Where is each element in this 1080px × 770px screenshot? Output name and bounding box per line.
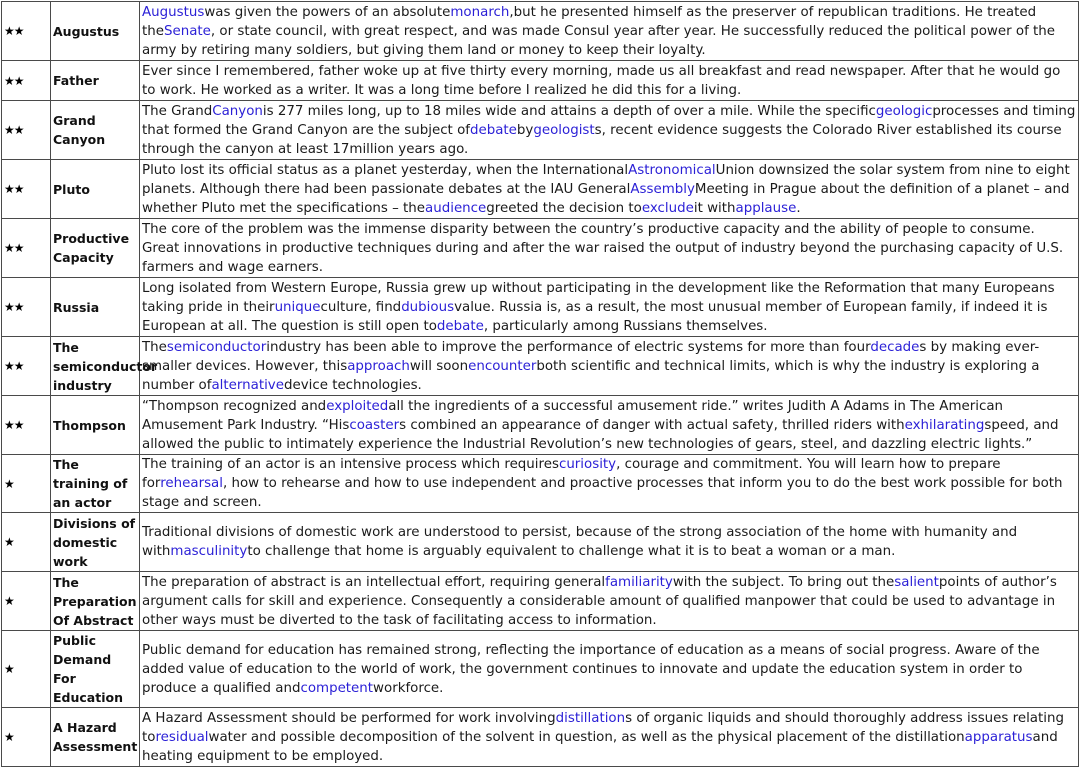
star-rating: ★★ bbox=[2, 278, 51, 337]
passage-text: Long isolated from Western Europe, Russia grew up without participating in the development like the Reformation that many Europeans taking pride in their bbox=[142, 280, 1055, 315]
topic-cell: Thompson bbox=[51, 396, 140, 455]
passage-text: Union downsized the solar system from nine to eight planets. Although there had been passionate debates at the IAU General bbox=[142, 162, 1070, 197]
passage-text: to challenge that home is arguably equivalent to challenge what it is to beat a woman or a man. bbox=[247, 544, 896, 559]
topic-cell: Russia bbox=[51, 278, 140, 337]
topic-cell: Pluto bbox=[51, 160, 140, 219]
star-rating: ★★ bbox=[2, 337, 51, 396]
passage-text: s, recent evidence suggests the Colorado River established its course through the canyon at least 17million years ago. bbox=[142, 122, 1062, 157]
passage-cell bbox=[140, 2, 1079, 61]
vocab-word-link[interactable]: distillation bbox=[555, 710, 626, 726]
passage-text: Public demand for education has remained strong, reflecting the importance of education as a means of social progress. Aware of the added value of education to the world of work, the government continues to innovate and update the education system in order to produce a qualified and bbox=[142, 642, 1040, 696]
vocab-word-link[interactable]: approach bbox=[347, 358, 410, 374]
passage-cell bbox=[140, 61, 1079, 101]
vocab-word-link[interactable]: encounter bbox=[468, 358, 537, 374]
topic-cell: The Preparation Of Abstract bbox=[51, 572, 140, 631]
topic-cell: Divisions of domestic work bbox=[51, 513, 140, 572]
vocab-word-link[interactable]: residual bbox=[155, 729, 209, 745]
passage-text: A Hazard Assessment should be performed for work involving bbox=[142, 710, 556, 726]
passage-text: workforce. bbox=[373, 680, 444, 696]
passage-text: , or state council, with great respect, and was made Consul year after year. He successfully reduced the political power of the army by retiring many soldiers, but giving them land or money to keep their loyalty. bbox=[142, 23, 1056, 58]
passage-cell bbox=[140, 278, 1079, 337]
vocab-word-link[interactable]: coaster bbox=[349, 417, 400, 433]
vocab-word-link[interactable]: familiarity bbox=[605, 574, 673, 590]
passage-text: , how to rehearse and how to use independent and proactive processes that inform you to do the best work possible for both stage and screen. bbox=[142, 476, 1063, 510]
passage-cell bbox=[140, 219, 1079, 278]
topic-cell: Grand Canyon bbox=[51, 101, 140, 160]
passage-text: and heating equipment to be employed. bbox=[142, 729, 1058, 764]
star-rating: ★ bbox=[2, 455, 51, 513]
passage-text: will soon bbox=[409, 358, 469, 374]
passage-text: , courage and commitment. You will learn how to prepare for bbox=[142, 457, 1001, 491]
table-row bbox=[2, 455, 1079, 513]
passage-text: was given the powers of an absolute bbox=[204, 4, 451, 20]
star-rating: ★★ bbox=[2, 219, 51, 278]
table-row bbox=[2, 278, 1079, 337]
star-rating: ★★ bbox=[2, 61, 51, 101]
passage-text: value. Russia is, as a result, the most unusual member of European family, if indeed it is European at all. The question is still open to bbox=[142, 299, 1048, 334]
topic-cell: Father bbox=[51, 61, 140, 101]
vocab-word-link[interactable]: salient bbox=[894, 574, 939, 590]
vocab-word-link[interactable]: Astronomical bbox=[628, 162, 716, 178]
table-body bbox=[2, 2, 1079, 767]
vocab-word-link[interactable]: Augustus bbox=[142, 4, 205, 20]
passage-text: by bbox=[516, 122, 534, 138]
vocab-word-link[interactable]: competent bbox=[300, 680, 374, 696]
table-row bbox=[2, 160, 1079, 219]
passage-text: it with bbox=[693, 200, 736, 216]
passage-text: Meeting in Prague about the definition of a planet – and whether Pluto met the specifications – the bbox=[142, 181, 1070, 216]
table-row bbox=[2, 572, 1079, 631]
passage-text: ,but he presented himself as the preserver of republican traditions. He treated the bbox=[142, 4, 1037, 39]
star-rating: ★ bbox=[2, 708, 51, 767]
passage-text: both scientific and technical limits, which is why the industry is exploring a number of bbox=[142, 358, 1040, 393]
vocab-word-link[interactable]: unique bbox=[274, 299, 321, 315]
table-row bbox=[2, 219, 1079, 278]
passage-text: Pluto lost its official status as a planet yesterday, when the International bbox=[142, 162, 629, 178]
passage-text: culture, find bbox=[320, 299, 402, 315]
passage-text: The training of an actor is an intensive process which requires bbox=[142, 457, 559, 472]
vocab-word-link[interactable]: Canyon bbox=[212, 103, 263, 119]
passage-text: The Grand bbox=[142, 103, 213, 119]
passage-text: device technologies. bbox=[283, 377, 422, 393]
vocabulary-table bbox=[1, 1, 1079, 767]
vocab-word-link[interactable]: exploited bbox=[326, 398, 389, 414]
passage-text: The core of the problem was the immense disparity between the country’s productive capacity and the ability of people to consume. Great innovations in productive techniques during and after the war raised the output of industry beyond the purchasing capacity of U.S. farmers and wage earners. bbox=[142, 221, 1064, 275]
passage-text: s combined an appearance of danger with actual safety, thrilled riders with bbox=[399, 417, 905, 433]
passage-text: points of author’s argument calls for skill and experience. Consequently a considerable amount of qualified manpower that could be used to advantage in other ways must be diverted to the task of facilitating access to information. bbox=[142, 574, 1057, 628]
vocab-word-link[interactable]: curiosity bbox=[558, 457, 617, 472]
vocab-word-link[interactable]: decade bbox=[870, 339, 920, 355]
vocab-word-link[interactable]: geologist bbox=[533, 122, 595, 138]
passage-text: The bbox=[142, 339, 167, 355]
passage-cell bbox=[140, 708, 1079, 767]
passage-text: “Thompson recognized and bbox=[142, 398, 327, 414]
passage-cell bbox=[140, 337, 1079, 396]
vocab-word-link[interactable]: exclude bbox=[641, 200, 694, 216]
table-row bbox=[2, 2, 1079, 61]
passage-text: is 277 miles long, up to 18 miles wide and attains a depth of over a mile. While the specific bbox=[262, 103, 876, 119]
passage-cell bbox=[140, 396, 1079, 455]
vocab-word-link[interactable]: debate bbox=[436, 318, 484, 334]
topic-cell: Augustus bbox=[51, 2, 140, 61]
vocab-word-link[interactable]: rehearsal bbox=[160, 476, 223, 491]
star-rating: ★ bbox=[2, 513, 51, 572]
passage-cell bbox=[140, 160, 1079, 219]
star-rating: ★★ bbox=[2, 160, 51, 219]
passage-text: s by making ever-smaller devices. However, this bbox=[142, 339, 1040, 374]
vocab-word-link[interactable]: masculinity bbox=[170, 544, 248, 559]
passage-text: speed, and allowed the public to intimately experience the Industrial Revolution’s new technologies of gears, steel, and dazzling electric lights.” bbox=[142, 417, 1059, 452]
passage-text: greeted the decision to bbox=[486, 200, 642, 216]
passage-text: with the subject. To bring out the bbox=[672, 574, 895, 590]
passage-cell bbox=[140, 631, 1079, 708]
passage-text: industry has been able to improve the performance of electric systems for more than four bbox=[266, 339, 871, 355]
star-rating: ★★ bbox=[2, 2, 51, 61]
passage-text: , particularly among Russians themselves. bbox=[483, 318, 768, 334]
topic-cell: Public Demand For Education bbox=[51, 631, 140, 708]
table-row bbox=[2, 337, 1079, 396]
star-rating: ★★ bbox=[2, 101, 51, 160]
vocab-word-link[interactable]: apparatus bbox=[964, 729, 1033, 745]
vocab-word-link[interactable]: dubious bbox=[401, 299, 455, 315]
passage-text: all the ingredients of a successful amusement ride.” writes Judith A Adams in The American Amusement Park Industry. “His bbox=[142, 398, 1004, 433]
vocab-word-link[interactable]: debate bbox=[469, 122, 517, 138]
table-row bbox=[2, 101, 1079, 160]
passage-cell bbox=[140, 455, 1079, 513]
passage-text: The preparation of abstract is an intellectual effort, requiring general bbox=[142, 574, 606, 590]
vocab-word-link[interactable]: semiconductor bbox=[166, 339, 267, 355]
topic-cell: The training of an actor bbox=[51, 455, 140, 513]
topic-cell: The semiconductor industry bbox=[51, 337, 140, 396]
vocab-word-link[interactable]: monarch bbox=[450, 4, 510, 20]
passage-text: Traditional divisions of domestic work are understood to persist, because of the strong association of the home with humanity and with bbox=[142, 525, 1018, 559]
passage-text: . bbox=[796, 200, 801, 216]
passage-text: Ever since I remembered, father woke up at five thirty every morning, made us all breakfast and read newspaper. After that he would go to work. He worked as a writer. It was a long time before I realized he did this for a living. bbox=[142, 63, 1061, 98]
vocab-word-link[interactable]: Assembly bbox=[630, 181, 695, 197]
vocab-word-link[interactable]: exhilarating bbox=[904, 417, 985, 433]
topic-cell: A Hazard Assessment bbox=[51, 708, 140, 767]
passage-cell bbox=[140, 572, 1079, 631]
vocab-word-link[interactable]: audience bbox=[425, 200, 487, 216]
vocab-word-link[interactable]: Senate bbox=[163, 23, 211, 39]
table-row bbox=[2, 708, 1079, 767]
vocab-word-link[interactable]: alternative bbox=[211, 377, 284, 393]
passage-cell bbox=[140, 513, 1079, 572]
table-row bbox=[2, 61, 1079, 101]
table-row bbox=[2, 513, 1079, 572]
vocab-word-link[interactable]: geologic bbox=[875, 103, 933, 119]
passage-cell bbox=[140, 101, 1079, 160]
star-rating: ★ bbox=[2, 631, 51, 708]
table-row bbox=[2, 396, 1079, 455]
star-rating: ★ bbox=[2, 572, 51, 631]
vocab-word-link[interactable]: applause bbox=[735, 200, 797, 216]
passage-text: s of organic liquids and should thoroughly address issues relating to bbox=[142, 710, 1064, 745]
topic-cell: Productive Capacity bbox=[51, 219, 140, 278]
star-rating: ★★ bbox=[2, 396, 51, 455]
table-row bbox=[2, 631, 1079, 708]
passage-text: water and possible decomposition of the solvent in question, as well as the physical placement of the distillation bbox=[208, 729, 965, 745]
passage-text: processes and timing that formed the Grand Canyon are the subject of bbox=[142, 103, 1076, 138]
